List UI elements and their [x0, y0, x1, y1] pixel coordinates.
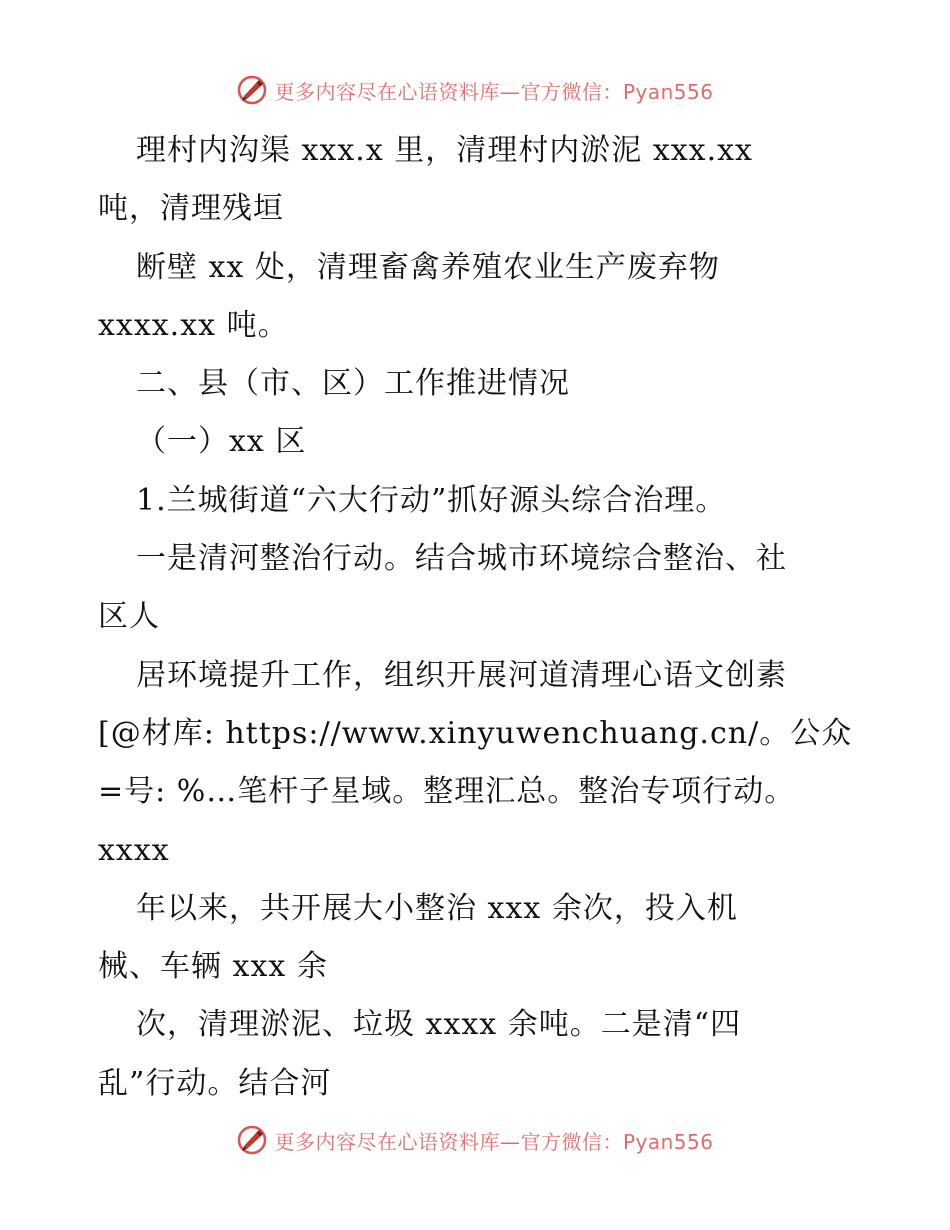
text-line: 1.兰城街道“六大行动”抓好源头综合治理。 [136, 482, 727, 518]
text-line: 断壁 xx 处，清理畜禽养殖农业生产废弃物 [136, 249, 720, 285]
text-line: =号: %…笔杆子星域。整理汇总。整治专项行动。 [98, 774, 796, 810]
section-heading: 二、县（市、区）工作推进情况 [136, 366, 570, 402]
pen-logo-icon [236, 74, 268, 106]
footer-watermark [0, 1120, 950, 1160]
text-line: 区人 [98, 599, 160, 635]
text-line: 械、车辆 xxx 余 [98, 949, 328, 985]
text-line: 次，清理淤泥、垃圾 xxxx 余吨。二是清“四 [136, 1007, 742, 1043]
text-line: 理村内沟渠 xxx.x 里，清理村内淤泥 xxx.xx [136, 133, 753, 168]
header-watermark [0, 70, 950, 110]
document-body [98, 122, 858, 1113]
text-line: [@材库: https://www.xinyuwenchuang.cn/。公众 [98, 715, 853, 751]
text-line: xxxx [98, 832, 170, 868]
text-line: 乱”行动。结合河 [98, 1065, 332, 1101]
subsection-heading: （一）xx 区 [136, 424, 307, 460]
text-line: 一是清河整治行动。结合城市环境综合整治、社 [136, 541, 787, 577]
text-line: 年以来，共开展大小整治 xxx 余次，投入机 [136, 890, 738, 926]
text-line: 吨，清理残垣 [98, 191, 284, 227]
text-line: 居环境提升工作，组织开展河道清理心语文创素 [136, 657, 787, 693]
pen-logo-icon [236, 1124, 268, 1156]
text-line: xxxx.xx 吨。 [98, 307, 289, 343]
watermark-text: 更多内容尽在心语资料库—官方微信：Pyan556 [274, 79, 714, 104]
watermark-text: 更多内容尽在心语资料库—官方微信：Pyan556 [274, 1129, 714, 1154]
